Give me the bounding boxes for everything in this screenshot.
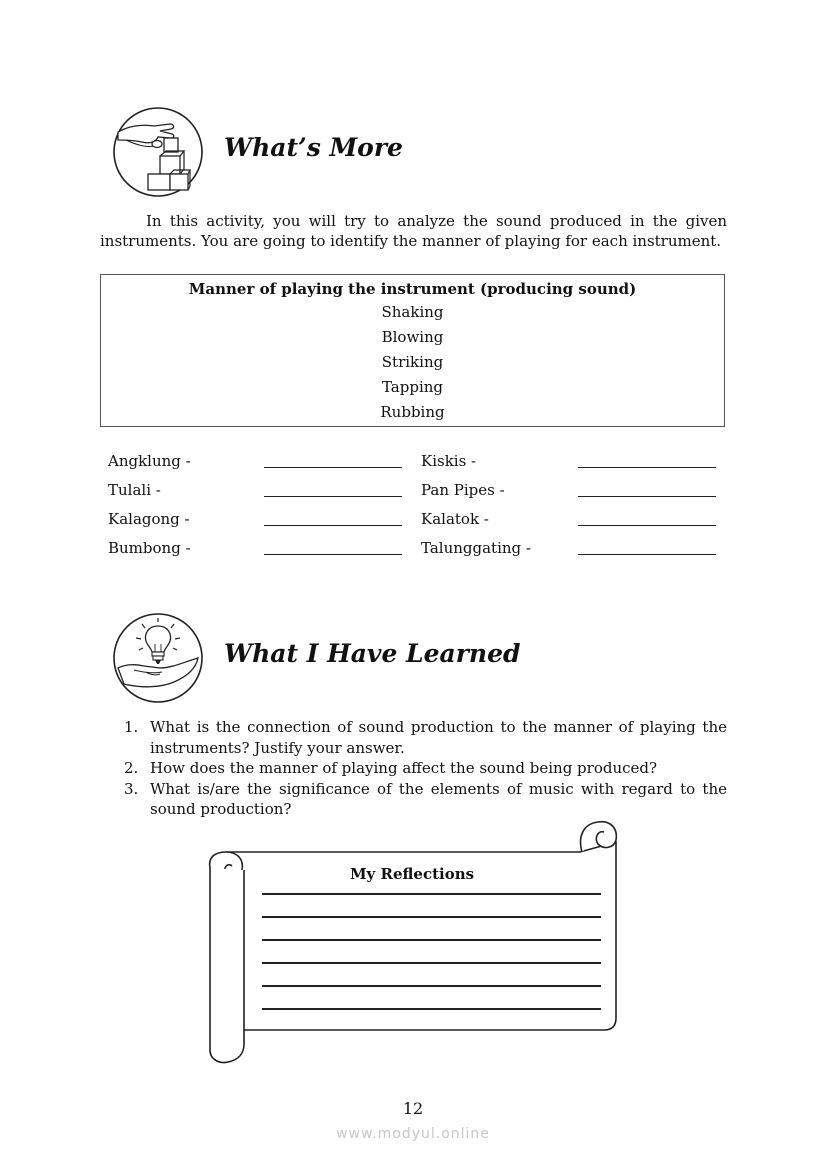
manner-box-header: Manner of playing the instrument (producing sound) [188, 280, 637, 298]
reflections-scroll [200, 818, 624, 1066]
question-list [100, 717, 727, 820]
watermark: www.modyul.online [336, 1126, 490, 1142]
question-text: What is the connection of sound production to the manner of playing the instruments? Justify your answer. [150, 718, 727, 757]
instrument-label: Kiskis - [421, 452, 477, 470]
instrument-label: Talunggating - [421, 539, 531, 557]
manner-option: Blowing [381, 328, 444, 346]
instrument-label: Kalatok - [421, 510, 489, 528]
reflection-line[interactable] [262, 939, 601, 941]
question-number: 2. [124, 759, 139, 777]
instrument-label: Kalagong - [108, 510, 190, 528]
instrument-label: Pan Pipes - [421, 481, 505, 499]
question-item [100, 758, 727, 779]
question-number: 1. [124, 718, 139, 736]
question-text: What is/are the significance of the elements of music with regard to the sound production? [150, 779, 727, 818]
question-item [100, 717, 727, 758]
hand-stacking-blocks-icon [112, 106, 204, 198]
reflection-line[interactable] [262, 962, 601, 964]
question-item [100, 779, 727, 820]
instrument-label: Angklung - [108, 452, 191, 470]
page-number: 12 [402, 1099, 424, 1118]
answer-blank[interactable] [264, 496, 402, 497]
reflection-line[interactable] [262, 985, 601, 987]
manner-option: Tapping [381, 378, 444, 396]
answer-blank[interactable] [578, 525, 716, 526]
reflection-line[interactable] [262, 1008, 601, 1010]
instrument-label: Tulali - [108, 481, 161, 499]
answer-blank[interactable] [264, 554, 402, 555]
intro-text: In this activity, you will try to analyze the sound produced in the given instruments. You are going to identify the manner of playing for each instrument. [100, 212, 727, 250]
manner-of-playing-box [100, 274, 725, 427]
reflection-line[interactable] [262, 893, 601, 895]
section-title: What’s More [224, 133, 403, 162]
answer-blank[interactable] [578, 554, 716, 555]
manner-option: Striking [381, 353, 444, 371]
answer-blank[interactable] [578, 496, 716, 497]
instrument-label: Bumbong - [108, 539, 191, 557]
reflection-line[interactable] [262, 916, 601, 918]
reflections-title: My Reflections [349, 865, 475, 883]
question-text: How does the manner of playing affect the sound being produced? [150, 759, 658, 777]
hand-holding-lightbulb-icon [112, 612, 204, 704]
answer-blank[interactable] [264, 467, 402, 468]
section-title: What I Have Learned [224, 639, 521, 668]
answer-blank[interactable] [578, 467, 716, 468]
answer-blank[interactable] [264, 525, 402, 526]
question-number: 3. [124, 779, 139, 798]
manner-option: Rubbing [380, 403, 445, 421]
intro-paragraph [100, 211, 727, 251]
manner-option: Shaking [381, 303, 444, 321]
